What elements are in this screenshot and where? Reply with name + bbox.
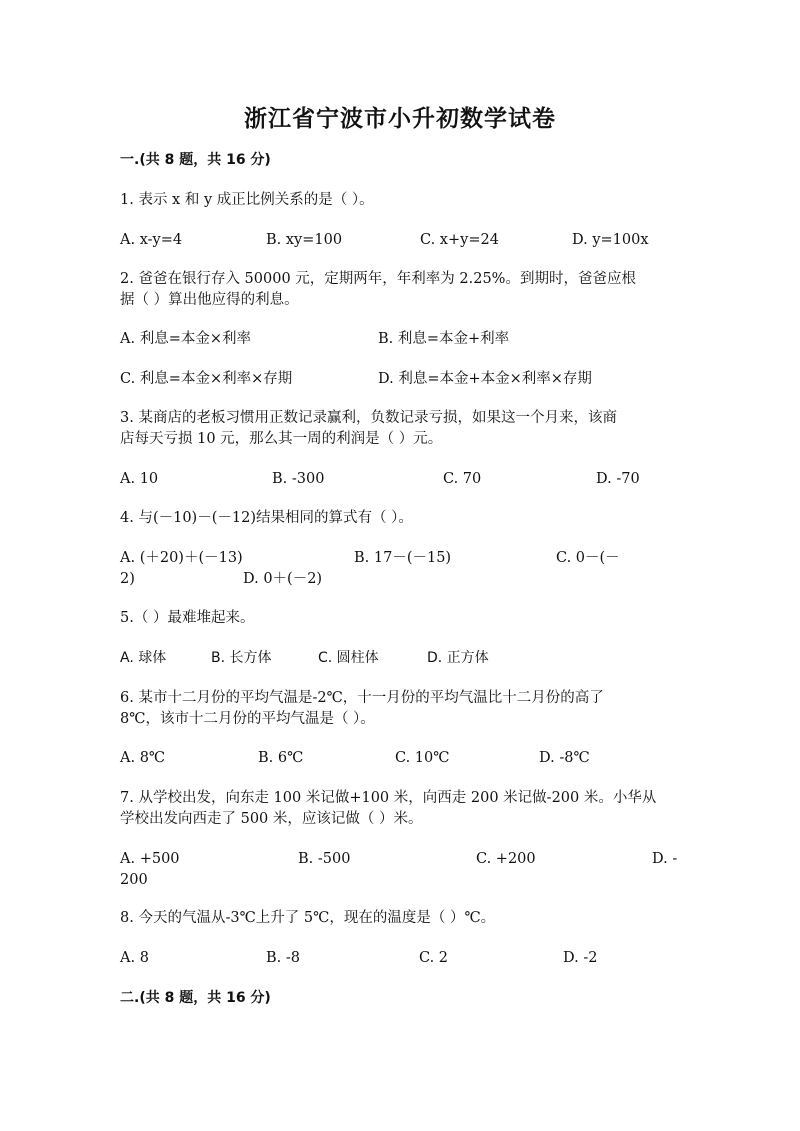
q3-option-a: A. 10 bbox=[120, 471, 159, 487]
question-7-stem-line-1: 7. 从学校出发，向东走 100 米记做+100 米，向西走 200 米记做-200 米。小华从 bbox=[120, 790, 657, 806]
q8-option-a: A. 8 bbox=[120, 950, 149, 966]
q5-option-b: B. 长方体 bbox=[211, 650, 272, 666]
q2-option-c: C. 利息=本金×利率×存期 bbox=[120, 371, 293, 387]
q8-option-d: D. -2 bbox=[563, 950, 598, 966]
q5-option-d: D. 正方体 bbox=[427, 650, 489, 666]
q1-option-a: A. x-y=4 bbox=[120, 232, 183, 248]
question-7-stem-line-2: 学校出发向西走了 500 米，应该记做（ ）米。 bbox=[120, 811, 423, 827]
q2-option-b: B. 利息=本金+利率 bbox=[378, 331, 510, 347]
q4-option-c-continued: 2) bbox=[120, 571, 135, 587]
question-6-stem-line-1: 6. 某市十二月份的平均气温是-2℃，十一月份的平均气温比十二月份的高了 bbox=[120, 690, 604, 706]
q7-option-b: B. -500 bbox=[298, 851, 351, 867]
question-3-stem-line-1: 3. 某商店的老板习惯用正数记录赢利，负数记录亏损，如果这一个月来，该商 bbox=[120, 410, 617, 426]
q6-option-a: A. 8℃ bbox=[120, 750, 166, 766]
q7-option-d: D. - bbox=[652, 851, 678, 867]
q5-option-a: A. 球体 bbox=[120, 650, 167, 666]
q3-option-b: B. -300 bbox=[272, 471, 325, 487]
q4-option-d: D. 0＋(－2) bbox=[243, 571, 323, 587]
question-3-stem-line-2: 店每天亏损 10 元，那么其一周的利润是（ ）元。 bbox=[120, 431, 443, 447]
section-2-heading: 二.(共 8 题，共 16 分) bbox=[120, 990, 271, 1006]
question-2-stem-line-1: 2. 爸爸在银行存入 50000 元，定期两年，年利率为 2.25%。到期时，爸爸应根 bbox=[120, 271, 636, 287]
question-4-stem: 4. 与(－10)－(－12)结果相同的算式有（ ）。 bbox=[120, 510, 413, 526]
q4-option-c: C. 0－(－ bbox=[556, 550, 620, 566]
q4-option-a: A. (＋20)＋(－13) bbox=[120, 550, 243, 566]
q8-option-b: B. -8 bbox=[266, 950, 300, 966]
q1-option-b: B. xy=100 bbox=[266, 232, 343, 248]
q4-option-b: B. 17－(－15) bbox=[354, 550, 452, 566]
exam-title: 浙江省宁波市小升初数学试卷 bbox=[244, 105, 556, 132]
q8-option-c: C. 2 bbox=[419, 950, 449, 966]
q6-option-d: D. -8℃ bbox=[539, 750, 590, 766]
q6-option-b: B. 6℃ bbox=[258, 750, 304, 766]
q5-option-c: C. 圆柱体 bbox=[318, 650, 379, 666]
q2-option-d: D. 利息=本金+本金×利率×存期 bbox=[378, 371, 592, 387]
q7-option-a: A. +500 bbox=[120, 851, 180, 867]
question-6-stem-line-2: 8℃，该市十二月份的平均气温是（ ）。 bbox=[120, 711, 375, 727]
question-1-stem: 1. 表示 x 和 y 成正比例关系的是（ ）。 bbox=[120, 192, 374, 208]
q7-option-c: C. +200 bbox=[476, 851, 536, 867]
section-1-heading: 一.(共 8 题，共 16 分) bbox=[120, 152, 271, 168]
q6-option-c: C. 10℃ bbox=[395, 750, 450, 766]
q3-option-d: D. -70 bbox=[596, 471, 640, 487]
q1-option-c: C. x+y=24 bbox=[420, 232, 499, 248]
question-5-stem: 5.（ ）最难堆起来。 bbox=[120, 610, 255, 626]
question-8-stem: 8. 今天的气温从-3℃上升了 5℃，现在的温度是（ ）℃。 bbox=[120, 910, 496, 926]
q3-option-c: C. 70 bbox=[443, 471, 482, 487]
question-2-stem-line-2: 据（ ）算出他应得的利息。 bbox=[120, 292, 299, 308]
q7-option-d-continued: 200 bbox=[120, 872, 148, 888]
q1-option-d: D. y=100x bbox=[572, 232, 649, 248]
q2-option-a: A. 利息=本金×利率 bbox=[120, 331, 251, 347]
